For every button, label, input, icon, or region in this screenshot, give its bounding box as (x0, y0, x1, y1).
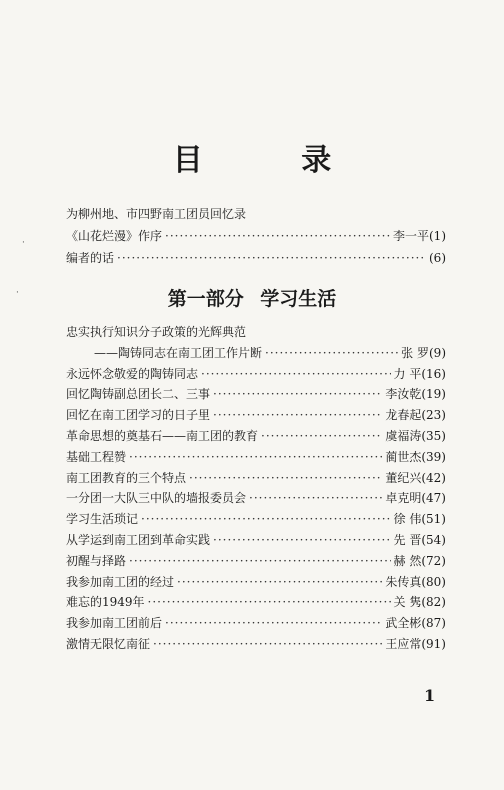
dot-leader (213, 530, 391, 551)
toc-entry (66, 447, 446, 468)
toc-entry (66, 364, 446, 385)
dot-leader (261, 426, 382, 447)
toc-entry (66, 343, 446, 364)
toc-entry (66, 405, 446, 426)
entry-author: 武全彬 (385, 616, 422, 631)
dot-leader (213, 405, 382, 426)
entry-page: (80) (421, 574, 446, 589)
dot-leader (249, 488, 382, 509)
entry-page: (42) (421, 470, 446, 485)
toc-entry (66, 572, 446, 593)
entry-page: (47) (421, 491, 446, 506)
entry-author: 朱传真 (385, 574, 422, 589)
entry-title: 忠实执行知识分子政策的光辉典范 (66, 325, 247, 339)
entry-page: (35) (421, 428, 446, 443)
dot-leader (265, 343, 398, 364)
dot-leader (165, 613, 382, 634)
entry-title: 我参加南工团的经过 (66, 574, 175, 589)
scan-speck: · (22, 238, 25, 248)
toc-entry (66, 322, 446, 343)
entry-title: 从学运到南工团到革命实践 (66, 532, 211, 547)
entry-author: 王应常 (385, 636, 422, 651)
entry-author: 先 晋 (393, 532, 422, 547)
entry-page: (39) (421, 449, 446, 464)
entry-page: (19) (421, 387, 446, 402)
dot-leader (201, 364, 391, 385)
entry-title: 一分团一大队三中队的墙报委员会 (66, 491, 247, 506)
toc-entry (66, 613, 446, 634)
entry-author: 赫 然 (393, 553, 422, 568)
entry-author: 关 隽 (393, 595, 422, 610)
page-number: 1 (424, 686, 436, 705)
entry-author: 张 罗 (401, 345, 429, 360)
toc-entry (66, 426, 446, 447)
entry-author: 李汝乾 (385, 387, 422, 402)
dot-leader (129, 551, 391, 572)
dot-leader (129, 447, 382, 468)
entry-page: (1) (429, 229, 446, 243)
entries-list (66, 322, 446, 655)
entry-page: (16) (421, 366, 446, 381)
entry-page: (9) (429, 345, 446, 360)
dot-leader (117, 247, 426, 269)
toc-entry (66, 634, 446, 655)
entry-title: ——陶铸同志在南工团工作片断 (94, 345, 263, 360)
entry-author: 徐 伟 (393, 512, 422, 527)
entry-author: 龙春起 (385, 408, 422, 423)
entry-title: 为柳州地、市四野南工团员回忆录 (66, 207, 247, 221)
entry-title: 初醒与择路 (66, 553, 127, 568)
page-title: 目 录 (172, 143, 376, 178)
entry-page: (6) (429, 251, 446, 265)
toc-entry (66, 530, 446, 551)
entry-title: 回忆陶铸副总团长二、三事 (66, 387, 211, 402)
toc-entry (66, 509, 446, 530)
entry-author: 董纪兴 (385, 470, 422, 485)
entry-title: 回忆在南工团学习的日子里 (66, 408, 211, 423)
entry-title: 《山花烂漫》作序 (66, 229, 163, 243)
entry-title: 学习生活琐记 (66, 512, 139, 527)
entry-page: (87) (421, 616, 446, 631)
entry-title: 难忘的1949年 (66, 595, 145, 610)
toc-entry (66, 384, 446, 405)
toc-entry (66, 247, 446, 269)
toc-entry (66, 203, 446, 225)
entry-title: 我参加南工团前后 (66, 616, 163, 631)
entry-page: (51) (421, 512, 446, 527)
entry-title: 南工团教育的三个特点 (66, 470, 187, 485)
dot-leader (213, 384, 382, 405)
dot-leader (189, 468, 382, 489)
entry-title: 永远怀念敬爱的陶铸同志 (66, 366, 199, 381)
toc-entry (66, 468, 446, 489)
toc-entry (66, 551, 446, 572)
entry-author: 虞福涛 (385, 428, 422, 443)
entry-title: 革命思想的奠基石——南工团的教育 (66, 428, 259, 443)
entry-page: (82) (421, 595, 446, 610)
entry-page: (54) (421, 532, 446, 547)
entry-page: (72) (421, 553, 446, 568)
scan-speck: · (16, 288, 19, 298)
toc-entry (66, 225, 446, 247)
dot-leader (148, 592, 391, 613)
entry-title: 基础工程赞 (66, 449, 127, 464)
dot-leader (177, 572, 382, 593)
entry-title: 激情无限忆南征 (66, 636, 151, 651)
entry-author: 卓克明 (385, 491, 422, 506)
dot-leader (165, 225, 390, 247)
entry-title: 编者的话 (66, 251, 115, 265)
section-heading: 第一部分 学习生活 (167, 288, 337, 310)
dot-leader (153, 634, 382, 655)
entry-page: (91) (421, 636, 446, 651)
entry-page: (23) (421, 408, 446, 423)
intro-list (66, 203, 446, 269)
toc-entry (66, 592, 446, 613)
dot-leader (141, 509, 391, 530)
entry-author: 李一平 (392, 229, 429, 243)
toc-entry (66, 488, 446, 509)
entry-author: 蔺世杰 (385, 449, 422, 464)
entry-author: 力 平 (393, 366, 422, 381)
